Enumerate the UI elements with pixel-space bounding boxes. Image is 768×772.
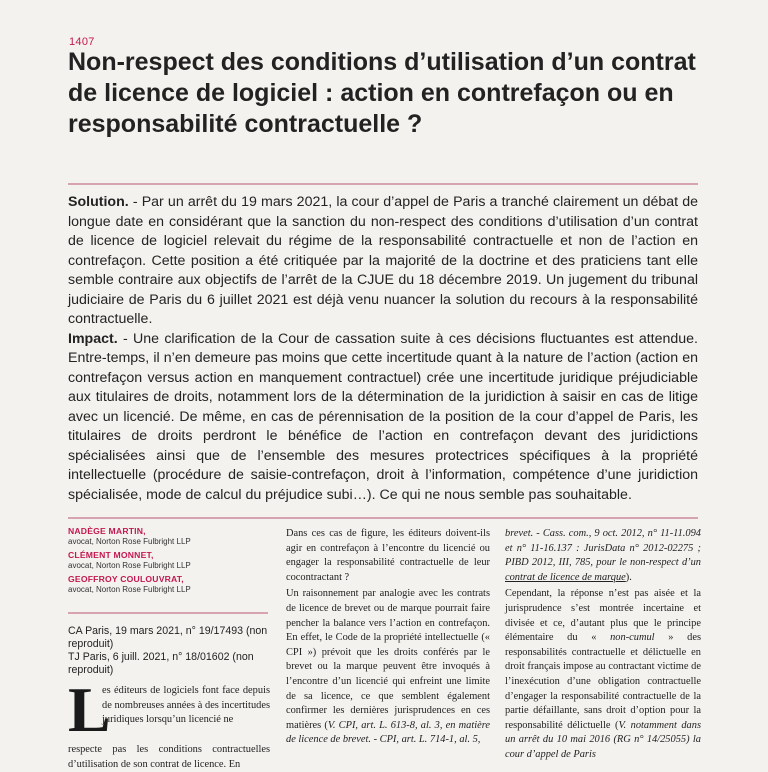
body-column-1-continued: respecte pas les conditions contractuelles d’utilisation de son contrat de licence. En: [68, 744, 270, 770]
summary-divider: [68, 517, 698, 519]
solution-label: Solution.: [68, 194, 129, 210]
solution-text: - Par un arrêt du 19 mars 2021, la cour d’appel de Paris a tranché clairement un débat de longue date en considérant que la sanction du non-respect des conditions d’utilisation d’un contrat de licence de logiciel relevait du régime de la responsabilité contractuelle et non de l’action en contrefaçon. Cette position a été critiquée par la majorité de la doctrine et des praticiens tant elle semble contraire aux objectifs de l’arrêt de la CJUE du 18 décembre 2019. Un jugement du tribunal judiciaire de Paris du 6 juillet 2021 est déjà venu nuancer la solution du recours à la responsabilité contractuelle.: [68, 194, 698, 327]
body-paragraph: Dans ces cas de figure, les éditeurs doivent-ils agir en contrefaçon à l’encontre du licencié ou engager la responsabilité contractuelle de leur cocontractant ?: [286, 528, 490, 583]
author-entry: [68, 526, 268, 547]
author-entry: [68, 550, 268, 571]
solution-paragraph: [68, 193, 698, 330]
title-divider: [68, 183, 698, 185]
article-number: 1407: [69, 36, 95, 48]
body-column-2: [286, 527, 490, 750]
author-name: CLÉMENT MONNET,: [68, 550, 154, 560]
author-entry: [68, 574, 268, 595]
impact-text: - Une clarification de la Cour de cassation suite à ces décisions fluctuantes est attendue. Entre-temps, il n’en demeure pas moins que cette incertitude quant à la nature de l’action (action en contrefaçon versus action en manquement contractuel) crée une incertitude juridique préjudiciable aux titulaires de droits, notamment lors de la détermination de la juridiction à saisir en cas de litige avec un licencié. De même, en cas de pérennisation de la position de la cour d’appel de Paris, les titulaires de droits perdront le bénéfice de l’action en contrefaçon devant des juridictions spécialisées ainsi que de l’ensemble des mesures protectrices spécifiques à la propriété intellectuelle (procédure de saisie-contrefaçon, droit à l’information, compétence d’une juridiction spécialisée, mode de calcul du préjudice subi…). Ce qui ne nous semble pas souhaitable.: [68, 330, 698, 503]
author-role: avocat, Norton Rose Fulbright LLP: [68, 585, 191, 594]
author-name: GEOFFROY COULOUVRAT,: [68, 574, 184, 584]
author-role: avocat, Norton Rose Fulbright LLP: [68, 561, 191, 570]
impact-paragraph: [68, 330, 698, 506]
author-role: avocat, Norton Rose Fulbright LLP: [68, 537, 191, 546]
drop-cap: L: [68, 674, 111, 745]
author-list: [68, 526, 268, 598]
body-paragraph: Un raisonnement par analogie avec les contrats de licence de brevet ou de marque pourrait faire pencher la balance vers l’action en contrefaçon. En effet, le Code de la propriété intellectuelle (« CPI ») prévoit que les droits conférés par le brevet ou la marque peuvent être invoqués à l’encontre d’un licencié qui enfreint une limite de sa licence, ce que semblent également confirmer les dernières jurisprudences en ces matières (V. CPI, art. L. 613-8, al. 3, en matière de licence de brevet. - CPI, art. L. 714-1, al. 5,: [286, 588, 490, 746]
body-column-3: [505, 527, 701, 765]
author-name: NADÈGE MARTIN,: [68, 526, 146, 536]
case-references: [68, 625, 268, 677]
body-paragraph: brevet. - Cass. com., 9 oct. 2012, n° 11-11.094 et n° 11-16.137 : JurisData n° 2012-02275 ; PIBD 2012, III, 785, pour le non-respect d’un contrat de licence de marque).: [505, 528, 701, 583]
article-title: Non-respect des conditions d’utilisation d’un contrat de licence de logiciel : action en contrefaçon ou en responsabilité contractuelle ?: [68, 48, 696, 138]
summary-block: [68, 193, 698, 505]
reference-ca-paris: CA Paris, 19 mars 2021, n° 19/17493 (non reproduit): [68, 625, 268, 650]
body-column-1-start: es éditeurs de logiciels font face depuis de nombreuses années à des incertitudes juridiques lorsqu’un licencié ne: [102, 685, 270, 726]
authors-divider: [68, 612, 268, 614]
body-paragraph: Cependant, la réponse n’est pas aisée et la jurisprudence s’est montrée incertaine et divisée et ce, d’autant plus que le principe élémentaire du « non-cumul » des responsabilités contractuelle et délictuelle en droit français impose au contractant victime de l’inexécution d’une obligation contractuelle d’engager la responsabilité contractuelle de la partie défaillante, sans droit d’option pour la responsabilité délictuelle (V. notamment dans un arrêt du 10 mai 2016 (RG n° 14/25055) la cour d’appel de Paris: [505, 588, 701, 760]
reference-tj-paris: TJ Paris, 6 juill. 2021, n° 18/01602 (non reproduit): [68, 651, 254, 676]
impact-label: Impact.: [68, 330, 118, 347]
